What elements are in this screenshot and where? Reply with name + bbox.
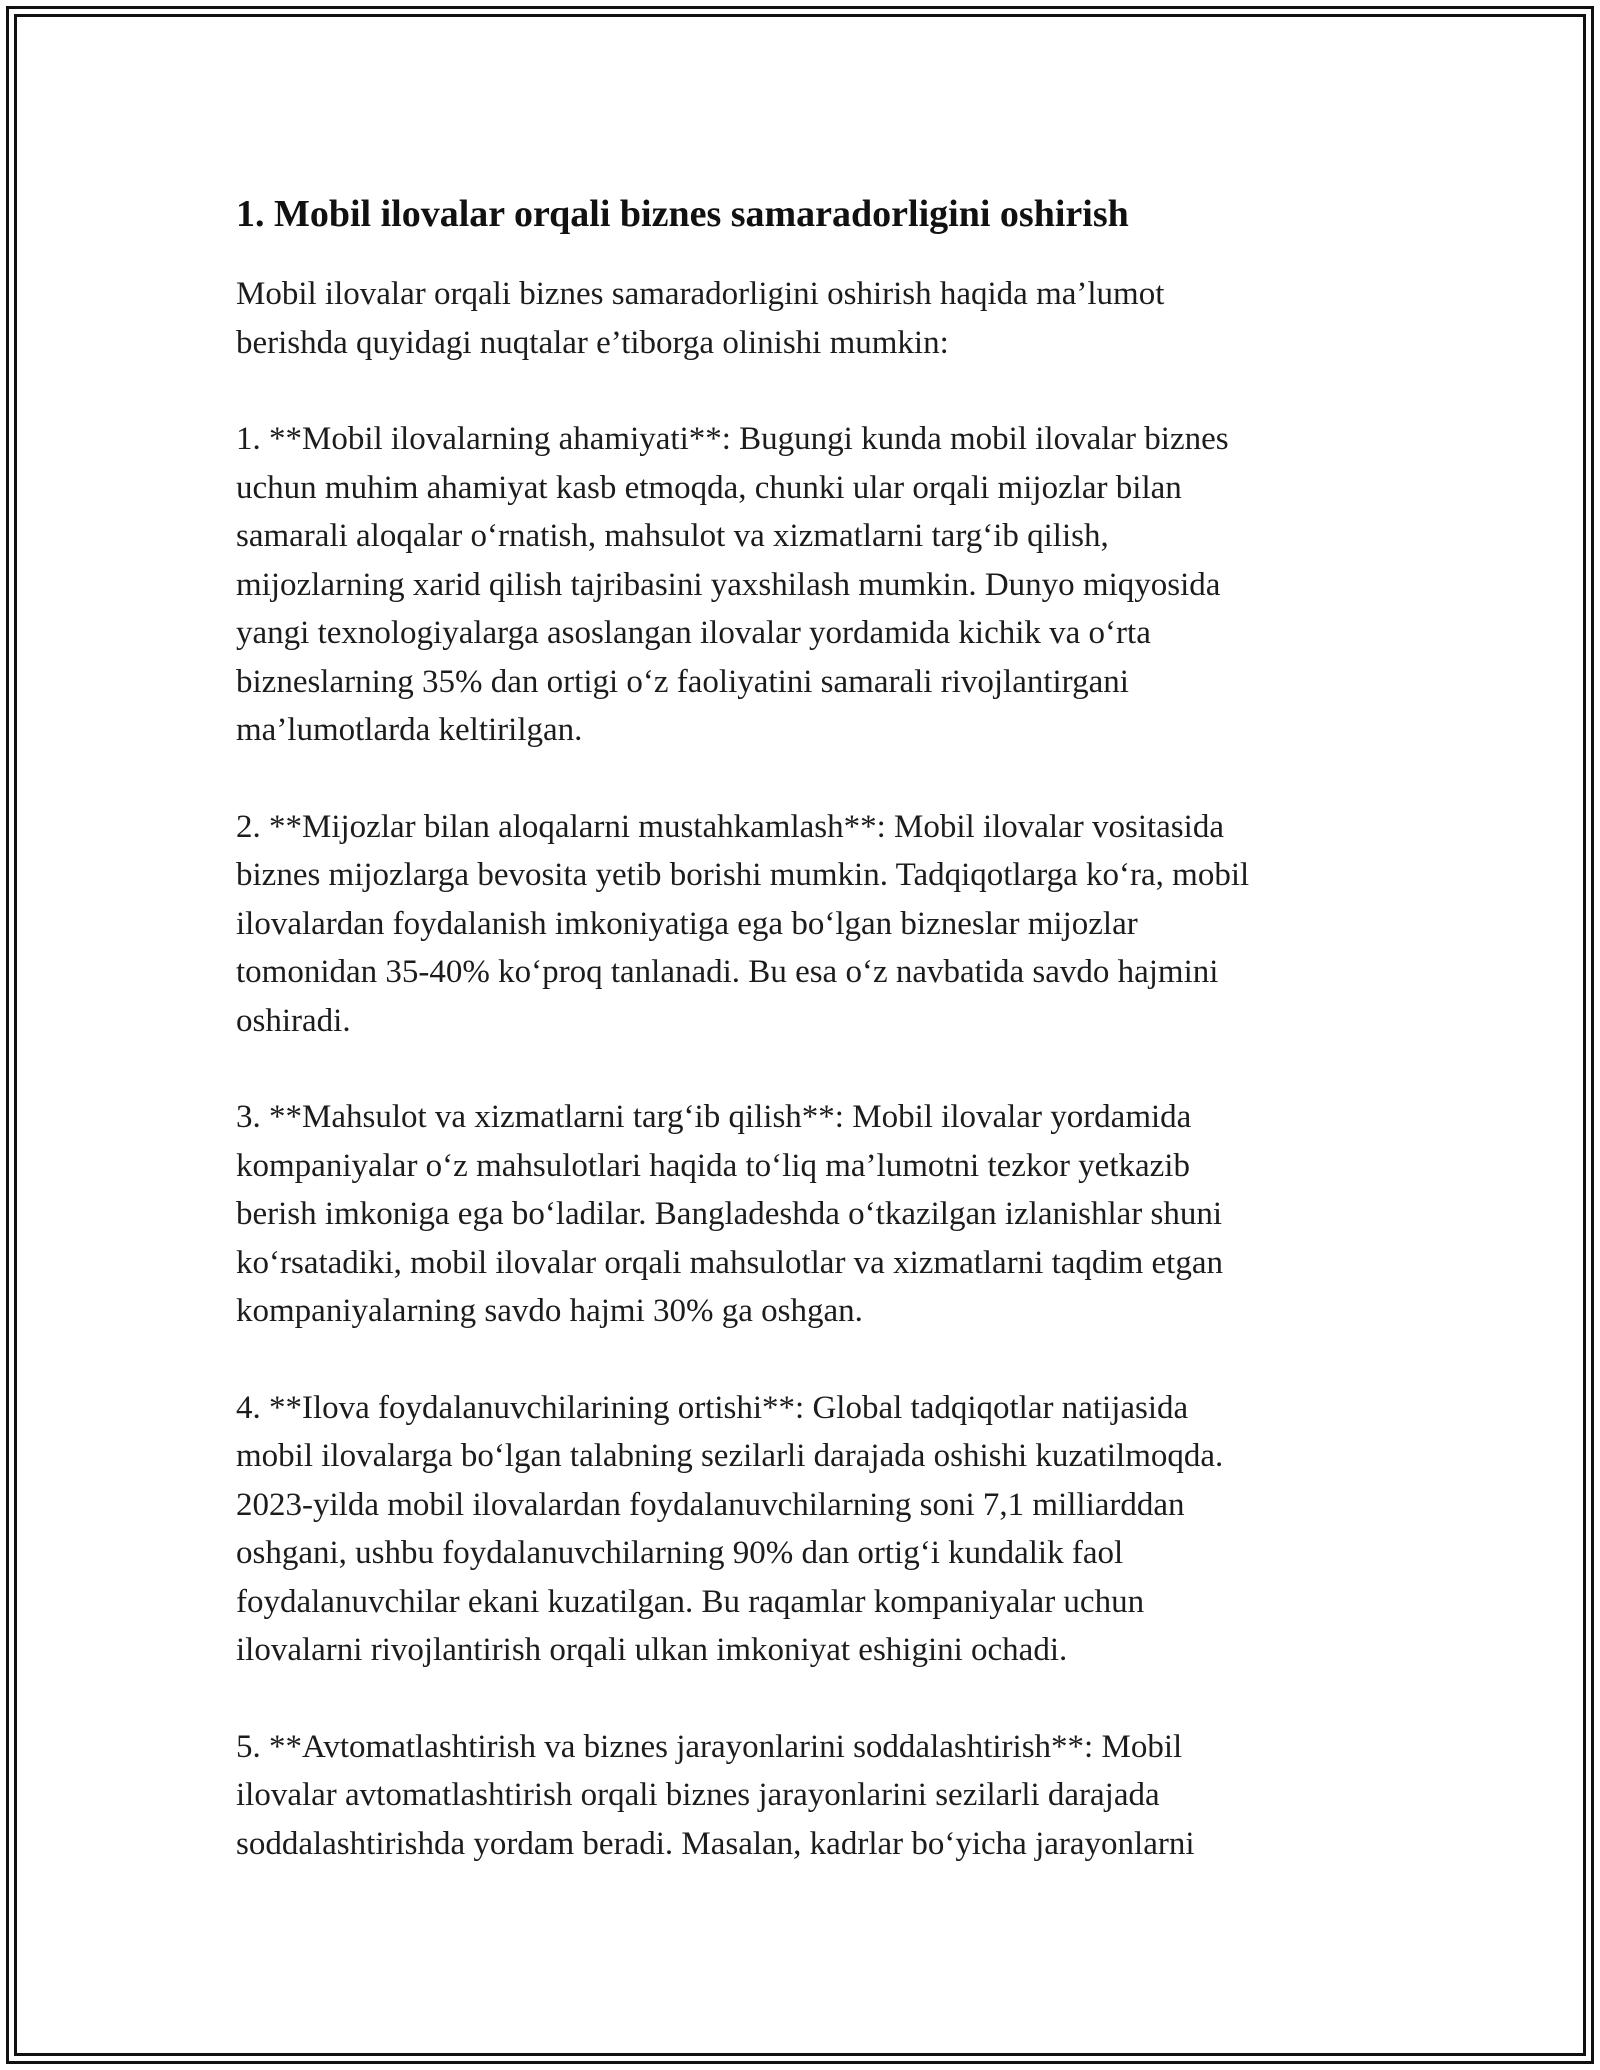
paragraph-mobile-apps-importance: 1. **Mobil ilovalarning ahamiyati**: Bugungi kunda mobil ilovalar biznes uchun muhim ahamiyat kasb etmoqda, chunki ular orqali mijozlar bilan samarali aloqalar oʻrnatish, mahsulot va xizmatlarni targʻib qilish, mijozlarning xarid qilish tajribasini yaxshilash mumkin. Dunyo miqyosida yangi texnologiyalarga asoslangan ilovalar yordamida kichik va oʻrta bizneslarning 35% dan ortigi oʻz faoliyatini samarali rivojlantirgani ma’lumotlarda keltirilgan. (236, 421, 1229, 748)
paragraph-customer-relations: 2. **Mijozlar bilan aloqalarni mustahkamlash**: Mobil ilovalar vositasida biznes mijozlarga bevosita yetib borishi mumkin. Tadqiqotlarga koʻra, mobil ilovalardan foydalanish imkoniyatiga ega boʻlgan bizneslar mijozlar tomonidan 35-40% koʻproq tanlanadi. Bu esa oʻz navbatida savdo hajmini oshiradi. (236, 808, 1250, 1039)
page-title: 1. Mobil ilovalar orqali biznes samaradorligini oshirish (236, 193, 1129, 235)
paragraph-automation: 5. **Avtomatlashtirish va biznes jarayonlarini soddalashtirish**: Mobil ilovalar avtomatlashtirish orqali biznes jarayonlarini sezilarli darajada soddalashtirishda yordam beradi. Masalan, kadrlar boʻyicha jarayonlarni (236, 1728, 1195, 1862)
paragraph-user-growth: 4. **Ilova foydalanuvchilarining ortishi**: Global tadqiqotlar natijasida mobil ilovalarga boʻlgan talabning sezilarli darajada oshishi kuzatilmoqda. 2023-yilda mobil ilovalardan foydalanuvchilarning soni 7,1 milliarddan oshgani, ushbu foydalanuvchilarning 90% dan ortigʻi kundalik faol foydalanuvchilar ekani kuzatilgan. Bu raqamlar kompaniyalar uchun ilovalarni rivojlantirish orqali ulkan imkoniyat eshigini ochadi. (236, 1389, 1224, 1668)
paragraph-product-promotion: 3. **Mahsulot va xizmatlarni targʻib qilish**: Mobil ilovalar yordamida kompaniyalar oʻz mahsulotlari haqida toʻliq ma’lumotni tezkor yetkazib berish imkoniga ega boʻladilar. Bangladeshda oʻtkazilgan izlanishlar shuni koʻrsatadiki, mobil ilovalar orqali mahsulotlar va xizmatlarni taqdim etgan kompaniyalarning savdo hajmi 30% ga oshgan. (236, 1099, 1223, 1329)
document-body (236, 186, 1386, 1916)
intro-paragraph: Mobil ilovalar orqali biznes samaradorligini oshirish haqida ma’lumot berishda quyidagi nuqtalar e’tiborga olinishi mumkin: (236, 276, 1165, 361)
